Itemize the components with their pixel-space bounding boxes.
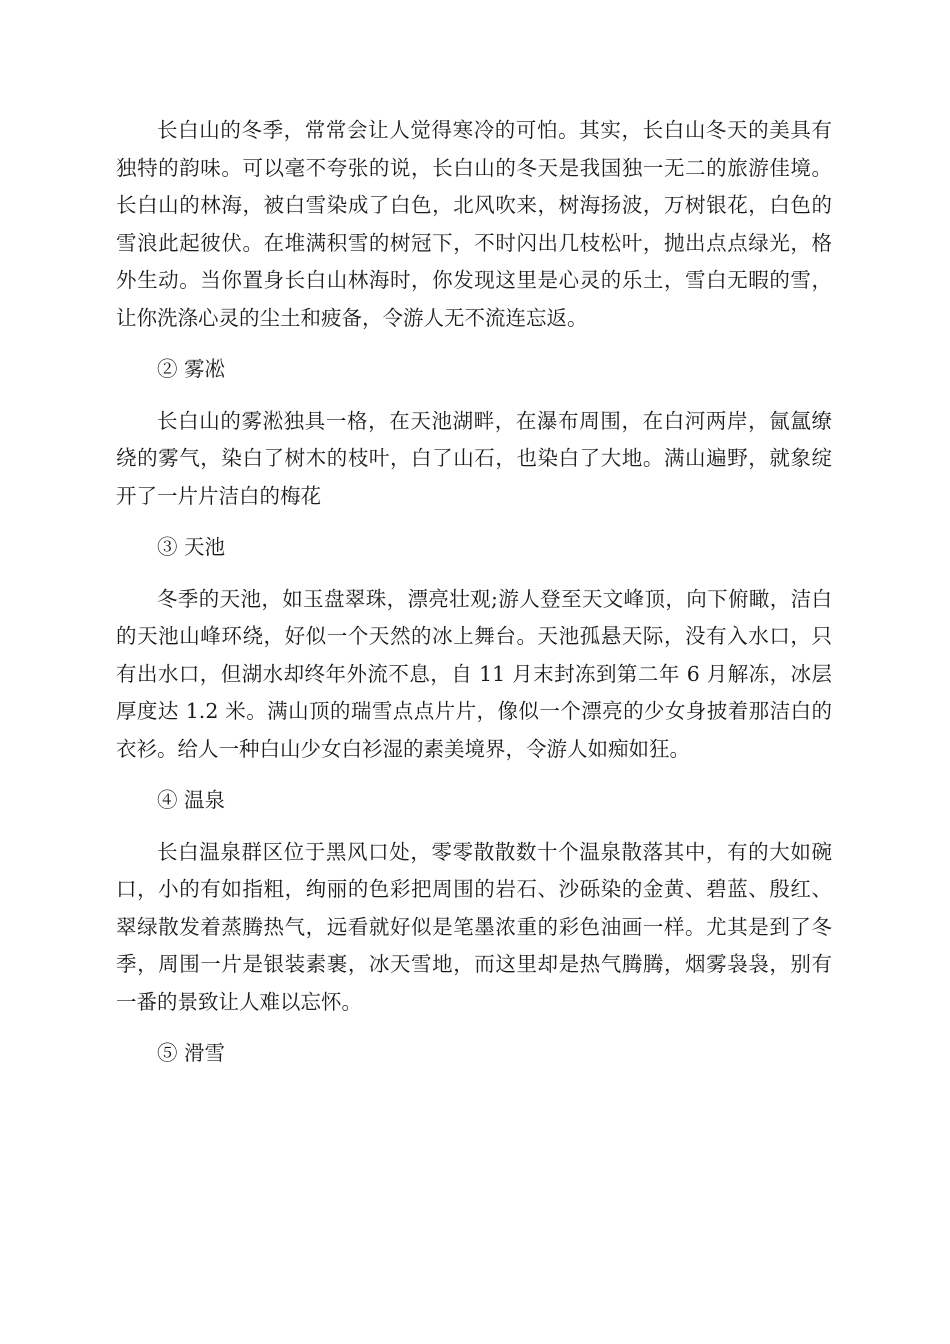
heading-rime: ② 雾凇 [157, 357, 226, 381]
paragraph-tianchi: 冬季的天池，如玉盘翠珠，漂亮壮观;游人登至天文峰顶，向下俯瞰，洁白的天池山峰环绕，好似一个天然的冰上舞台。天池孤悬天际，没有入水口，只有出水口，但湖水却终年外流不息，自 11 月末封冻到第二年 6 月解冻，冰层厚度达 1.2 米。满山顶的瑞雪点点片片，像似一个漂亮的少女身披着那洁白的衣衫。给人一种白山少女白衫湿的素美境界，令游人如痴如狂。 [116, 586, 832, 761]
paragraph-winter-intro: 长白山的冬季，常常会让人觉得寒冷的可怕。其实，长白山冬天的美具有独特的韵味。可以毫不夸张的说，长白山的冬天是我国独一无二的旅游佳境。长白山的林海，被白雪染成了白色，北风吹来，树海扬波，万树银花，白色的雪浪此起彼伏。在堆满积雪的树冠下，不时闪出几枝松叶，抛出点点绿光，格外生动。当你置身长白山林海时，你发现这里是心灵的乐土，雪白无暇的雪，让你洗涤心灵的尘土和疲备，令游人无不流连忘返。 [116, 118, 832, 330]
paragraph-hot-spring: 长白温泉群区位于黑风口处，零零散散数十个温泉散落其中，有的大如碗口，小的有如指粗，绚丽的色彩把周围的岩石、沙砾染的金黄、碧蓝、殷红、翠绿散发着蒸腾热气，远看就好似是笔墨浓重的彩色油画一样。尤其是到了冬季，周围一片是银装素裹，冰天雪地，而这里却是热气腾腾，烟雾袅袅，别有一番的景致让人难以忘怀。 [116, 839, 832, 1014]
document-body [116, 112, 832, 1087]
paragraph-rime: 长白山的雾淞独具一格，在天池湖畔，在瀑布周围，在白河两岸，氤氲缭绕的雾气，染白了树木的枝叶，白了山石，也染白了大地。满山遍野，就象绽开了一片片洁白的梅花 [116, 408, 832, 508]
heading-tianchi: ③ 天池 [157, 535, 226, 559]
heading-skiing: ⑤ 滑雪 [157, 1041, 226, 1065]
heading-hot-spring: ④ 温泉 [157, 788, 226, 812]
